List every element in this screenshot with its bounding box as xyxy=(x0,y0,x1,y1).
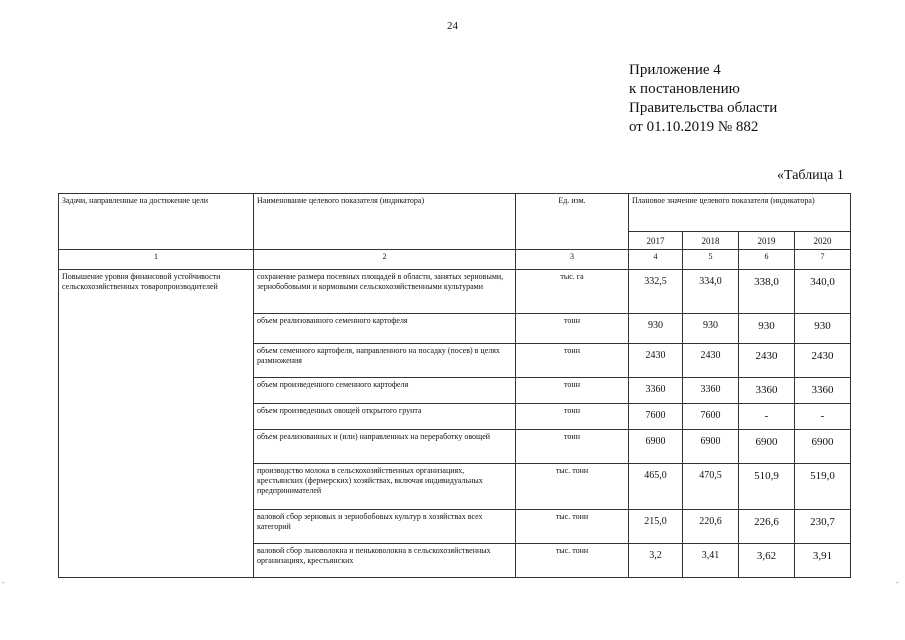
header-year: 2020 xyxy=(795,232,851,250)
value-2019: 3,62 xyxy=(739,544,795,578)
header-unit: Ед. изм. xyxy=(516,194,629,250)
column-number: 2 xyxy=(254,250,516,270)
unit-cell: тонн xyxy=(516,430,629,464)
column-number: 5 xyxy=(683,250,739,270)
indicators-table xyxy=(58,193,851,578)
appendix-line-2: к постановлению xyxy=(629,81,740,97)
value-2017: 3,2 xyxy=(629,544,683,578)
unit-cell: тонн xyxy=(516,404,629,430)
indicator-cell: объем произведенных овощей открытого грунта xyxy=(254,404,516,430)
value-2018: 3,41 xyxy=(683,544,739,578)
value-2017: 6900 xyxy=(629,430,683,464)
value-2019: - xyxy=(739,404,795,430)
value-2020: 3360 xyxy=(795,378,851,404)
indicator-cell: валовой сбор льноволокна и пеньковолокна в сельскохозяйственных организациях, крестьянских xyxy=(254,544,516,578)
value-2017: 930 xyxy=(629,314,683,344)
task-cell: Повышение уровня финансовой устойчивости сельскохозяйственных товаропроизводителей xyxy=(59,270,254,578)
value-2019: 510,9 xyxy=(739,464,795,510)
unit-cell: тыс. тонн xyxy=(516,464,629,510)
column-number: 7 xyxy=(795,250,851,270)
appendix-line-3: Правительства области xyxy=(629,100,778,116)
indicator-cell: объем реализованных и (или) направленных на переработку овощей xyxy=(254,430,516,464)
indicator-cell: производство молока в сельскохозяйственных организациях, крестьянских (фермерских) хозяйствах, включая индивидуальных предпринимателей xyxy=(254,464,516,510)
value-2020: 6900 xyxy=(795,430,851,464)
value-2018: 2430 xyxy=(683,344,739,378)
value-2018: 7600 xyxy=(683,404,739,430)
value-2020: 3,91 xyxy=(795,544,851,578)
header-planned: Плановое значение целевого показателя (индикатора) xyxy=(629,194,851,232)
page-number: 24 xyxy=(447,20,458,32)
value-2019: 2430 xyxy=(739,344,795,378)
value-2019: 6900 xyxy=(739,430,795,464)
value-2017: 3360 xyxy=(629,378,683,404)
header-year: 2019 xyxy=(739,232,795,250)
table-row xyxy=(59,270,851,314)
unit-cell: тыс. тонн xyxy=(516,544,629,578)
header-year: 2017 xyxy=(629,232,683,250)
unit-cell: тыс. тонн xyxy=(516,510,629,544)
indicator-cell: сохранение размера посевных площадей в области, занятых зерновыми, зернобобовыми и кормовыми сельскохозяйственными культурами xyxy=(254,270,516,314)
value-2018: 6900 xyxy=(683,430,739,464)
indicator-cell: объем реализованного семенного картофеля xyxy=(254,314,516,344)
column-number: 4 xyxy=(629,250,683,270)
appendix-line-1: Приложение 4 xyxy=(629,62,721,78)
unit-cell: тонн xyxy=(516,378,629,404)
value-2020: 230,7 xyxy=(795,510,851,544)
column-numbers-row xyxy=(59,250,851,270)
appendix-line-4: от 01.10.2019 № 882 xyxy=(629,119,759,135)
indicator-cell: объем произведенного семенного картофеля xyxy=(254,378,516,404)
value-2020: 930 xyxy=(795,314,851,344)
scan-edge-mark: - xyxy=(896,578,899,587)
header-year: 2018 xyxy=(683,232,739,250)
value-2019: 226,6 xyxy=(739,510,795,544)
value-2018: 930 xyxy=(683,314,739,344)
indicator-cell: валовой сбор зерновых и зернобобовых культур в хозяйствах всех категорий xyxy=(254,510,516,544)
value-2020: 340,0 xyxy=(795,270,851,314)
unit-cell: тонн xyxy=(516,314,629,344)
value-2018: 334,0 xyxy=(683,270,739,314)
value-2017: 7600 xyxy=(629,404,683,430)
column-number: 1 xyxy=(59,250,254,270)
table-caption: «Таблица 1 xyxy=(777,168,844,183)
value-2020: 2430 xyxy=(795,344,851,378)
value-2018: 470,5 xyxy=(683,464,739,510)
appendix-block xyxy=(629,61,777,137)
value-2019: 930 xyxy=(739,314,795,344)
value-2019: 338,0 xyxy=(739,270,795,314)
scan-edge-mark: - xyxy=(2,578,5,587)
unit-cell: тонн xyxy=(516,344,629,378)
header-row xyxy=(59,194,851,232)
indicator-cell: объем семенного картофеля, направленного на посадку (посев) в целях размножения xyxy=(254,344,516,378)
header-task: Задачи, направленные на достижение цели xyxy=(59,194,254,250)
value-2017: 465,0 xyxy=(629,464,683,510)
value-2017: 332,5 xyxy=(629,270,683,314)
value-2018: 220,6 xyxy=(683,510,739,544)
header-indicator: Наименование целевого показателя (индикатора) xyxy=(254,194,516,250)
value-2019: 3360 xyxy=(739,378,795,404)
value-2020: 519,0 xyxy=(795,464,851,510)
unit-cell: тыс. га xyxy=(516,270,629,314)
column-number: 6 xyxy=(739,250,795,270)
column-number: 3 xyxy=(516,250,629,270)
value-2017: 2430 xyxy=(629,344,683,378)
value-2020: - xyxy=(795,404,851,430)
value-2018: 3360 xyxy=(683,378,739,404)
value-2017: 215,0 xyxy=(629,510,683,544)
